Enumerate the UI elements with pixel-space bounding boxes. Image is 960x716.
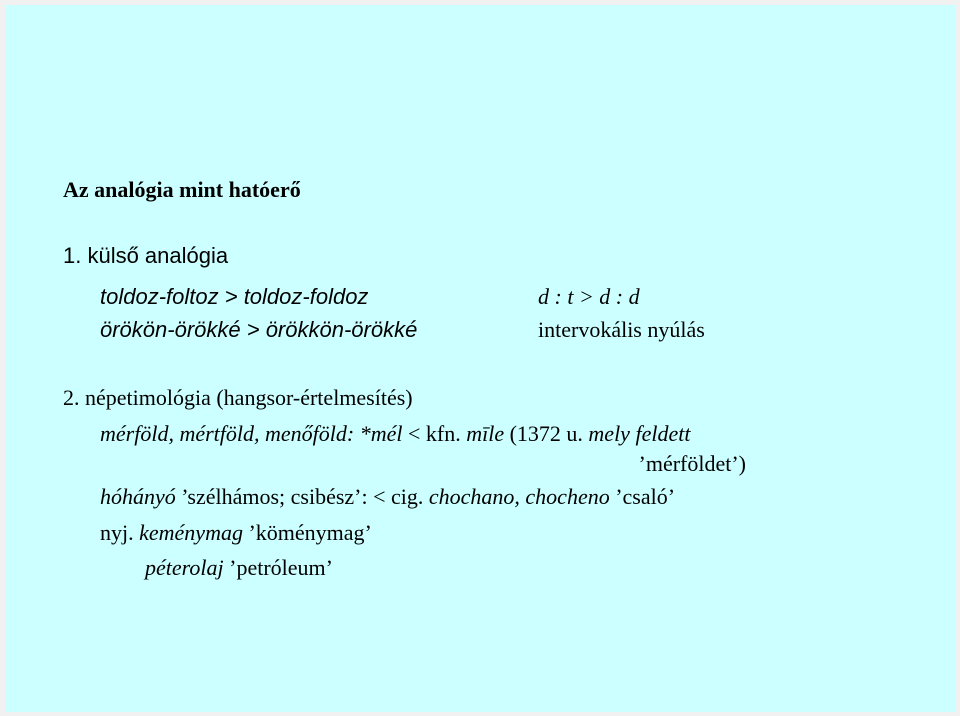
example-merfold-source: < kfn. [402, 421, 467, 446]
example-toldoz: toldoz-foltoz > toldoz-foldoz [100, 284, 369, 309]
example-hohanyo-etymon-gloss: ’csaló’ [609, 484, 676, 509]
example-kenymag [100, 520, 372, 546]
rule-intervocalic: intervokális nyúlás [538, 317, 705, 342]
example-merfold-gloss: ’mérföldet’) [633, 451, 746, 476]
rule-d-t: d : t > d : d [538, 284, 640, 309]
example-merfold-etymon: mīle [466, 421, 505, 446]
example-hohanyo-word: hóhányó [100, 484, 176, 509]
example-merfold-words: mérföld, mértföld, menőföld: *mél [100, 421, 403, 446]
example-hohanyo [100, 484, 675, 510]
example-merfold [100, 421, 690, 447]
example-kenymag-word: keménymag [139, 520, 243, 545]
section2-heading: 2. népetimológia (hangsor-értelmesítés) [63, 385, 413, 410]
section1-heading: 1. külső analógia [63, 243, 229, 268]
example-hohanyo-etymon: chochano, chocheno [428, 484, 610, 509]
example-peterolaj-word: péterolaj [145, 555, 224, 580]
example-orokon: örökön-örökké > örökkön-örökké [100, 317, 418, 342]
slide [5, 5, 956, 712]
example-kenymag-prefix: nyj. [100, 520, 140, 545]
example-peterolaj [145, 555, 333, 581]
example-merfold-quote: mely feldett [588, 421, 691, 446]
example-hohanyo-gloss: ’szélhámos; csibész’: < cig. [175, 484, 429, 509]
example-merfold-date: (1372 u. [504, 421, 589, 446]
example-peterolaj-gloss: ’petróleum’ [223, 555, 333, 580]
slide-title: Az analógia mint hatóerő [63, 177, 301, 202]
example-kenymag-gloss: ’köménymag’ [242, 520, 372, 545]
